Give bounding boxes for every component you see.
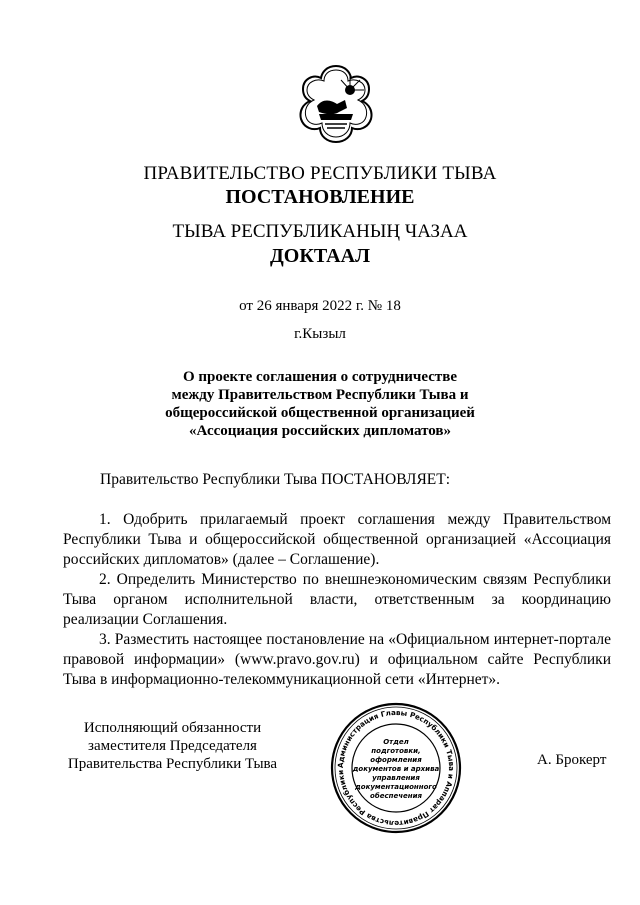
svg-text:оформления: оформления xyxy=(370,756,422,764)
document-type: ПОСТАНОВЛЕНИЕ xyxy=(225,186,415,208)
official-seal-stamp xyxy=(330,701,462,835)
svg-text:Администрация Главы Республики: Администрация Главы Республики Тыва и Аппарат Правительства Республики xyxy=(335,707,457,829)
preamble: Правительство Республики Тыва ПОСТАНОВЛЯЕТ: xyxy=(100,471,451,488)
signatory-name: А. Брокерт xyxy=(537,752,607,768)
svg-text:подготовки,: подготовки, xyxy=(371,747,421,755)
document-type-tuvan: ДОКТААЛ xyxy=(270,245,370,267)
resolution-item: 3. Разместить настоящее постановление на «Официальном интернет-портале правовой информации» (www.pravo.gov.ru) и официальном сайте Республики Тыва в информационно-телекоммуникационной сети «Интернет». xyxy=(63,631,611,688)
document-subject xyxy=(0,368,640,440)
resolution-items xyxy=(63,510,611,690)
svg-text:Отдел: Отдел xyxy=(383,738,409,746)
government-title: ПРАВИТЕЛЬСТВО РЕСПУБЛИКИ ТЫВА xyxy=(143,163,497,184)
subject-line: О проекте соглашения о сотрудничестве xyxy=(183,369,457,385)
svg-text:обеспечения: обеспечения xyxy=(370,792,422,800)
signatory-position-line: заместителя Председателя xyxy=(88,738,257,754)
resolution-item: 2. Определить Министерство по внешнеэкономическим связям Республики Тыва органом исполнительной власти, ответственным за координацию реализации Соглашения. xyxy=(63,571,611,628)
subject-line: «Ассоциация российских дипломатов» xyxy=(189,423,451,439)
subject-line: между Правительством Республики Тыва и xyxy=(171,387,469,403)
signatory-position-line: Исполняющий обязанности xyxy=(83,720,262,736)
signatory-position xyxy=(60,719,285,773)
coat-of-arms-emblem xyxy=(295,62,377,148)
svg-text:документов и архива: документов и архива xyxy=(352,765,440,773)
government-title-tuvan: ТЫВА РЕСПУБЛИКАНЫҢ ЧАЗАА xyxy=(172,221,468,242)
signatory-position-line: Правительства Республики Тыва xyxy=(67,756,278,772)
document-date-number: от 26 января 2022 г. № 18 xyxy=(239,298,401,314)
resolution-item: 1. Одобрить прилагаемый проект соглашения между Правительством Республики Тыва и общероссийской общественной организацией «Ассоциация российских дипломатов» (далее – Соглашение). xyxy=(63,511,611,568)
svg-text:документационного: документационного xyxy=(355,783,437,791)
document-city: г.Кызыл xyxy=(294,326,346,342)
subject-line: общероссийской общественной организацией xyxy=(165,405,475,421)
svg-text:управления: управления xyxy=(372,774,420,782)
